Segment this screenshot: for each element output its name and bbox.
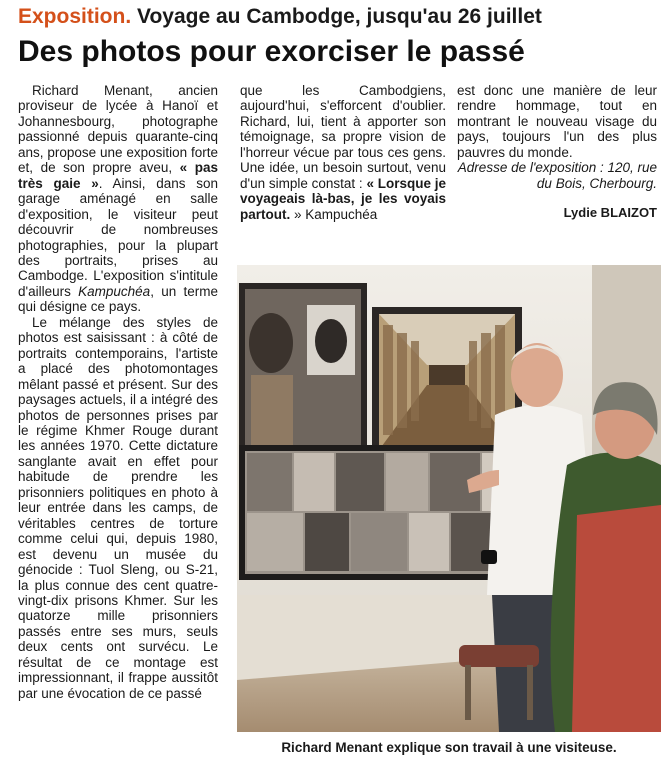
p3-text-a: que les Cambodgiens, aujourd'hui, s'efforcent d'oublier. Richard, lui, tient à apporter son témoignage, sa propre vision de l'horreur vécue par tous ces gens. Une idée, un besoin surtout, venu d'un simple constat :	[240, 83, 446, 191]
article-column-3	[457, 83, 657, 221]
p1-text-a: Richard Menant, ancien proviseur de lycée à Hanoï et Johannesbourg, photographe passionné depuis quarante-cinq ans, propose une exposition forte et, de son propre aveu,	[18, 83, 218, 176]
paragraph-4: est donc une manière de leur rendre hommage, tout en montrant le nouveau visage du pays, toujours l'un des plus pauvres du monde.	[457, 83, 657, 160]
exhibition-title: Kampuchéa	[78, 283, 151, 299]
address	[457, 160, 657, 191]
woman-dress	[572, 505, 661, 732]
kicker: Exposition.	[18, 5, 132, 28]
stool-cushion	[459, 645, 539, 667]
p3-text-c: » Kampuchéa	[290, 206, 378, 222]
author-byline: Lydie BLAIZOT	[563, 205, 657, 221]
paragraph-2: Le mélange des styles de photos est saisissant : à côté de portraits contemporains, l'artiste a placé des photomontages mêlant passé et présent. Sur des paysages actuels, il a intégré des photos de personnes prises par le régime Khmer Rouge durant les années 1970. Cette dictature sanglante avait en effet pour habitude de prendre les prisonniers politiques en photo à leur entrée dans les camps, de véritables centres de torture comme celui qui, depuis 1980, est devenu un musée du génocide : Tuol Sleng, ou S-21, la plus connue des cent quatre-vingt-dix prisons Khmer. Sur les quatorze mille prisonniers passés entre ses murs, seuls deux cents ont survécu. Le résultat de ce montage est impressionnant, il frappe aussitôt par une évocation de ce passé	[18, 314, 218, 701]
camera	[481, 550, 497, 564]
portrait-face-1	[249, 313, 293, 373]
paragraph-3	[240, 83, 446, 222]
address-text: Adresse de l'exposition : 120, rue du Bois, Cherbourg.	[457, 160, 657, 191]
portrait-body-1	[251, 375, 293, 453]
article-column-1	[18, 83, 218, 701]
article-photo	[237, 265, 661, 732]
quote-pas-tres-gaie: « pas très gaie »	[18, 160, 218, 191]
article-column-2	[240, 83, 446, 222]
subheadline: Voyage au Cambodge, jusqu'au 26 juillet	[137, 5, 542, 28]
p1-text-e: , un terme qui désigne ce pays.	[18, 283, 218, 315]
portrait-face-2	[315, 319, 347, 363]
p1-text-c: . Ainsi, dans son garage aménagé en salle d'exposition, le visiteur peut découvrir de nombreuses photographies, pour la plupart des portraits, prises au Cambodge. L'exposition s'intitule d'ailleurs	[18, 175, 218, 299]
quote-voyageais: « Lorsque je voyageais là-bas, je les voyais partout.	[240, 175, 446, 222]
kicker-line	[18, 4, 658, 30]
photo-caption: Richard Menant explique son travail à une visiteuse.	[281, 740, 617, 755]
paragraph-1	[18, 83, 218, 315]
headline: Des photos pour exorciser le passé	[18, 35, 525, 68]
photo-illustration	[237, 265, 661, 732]
